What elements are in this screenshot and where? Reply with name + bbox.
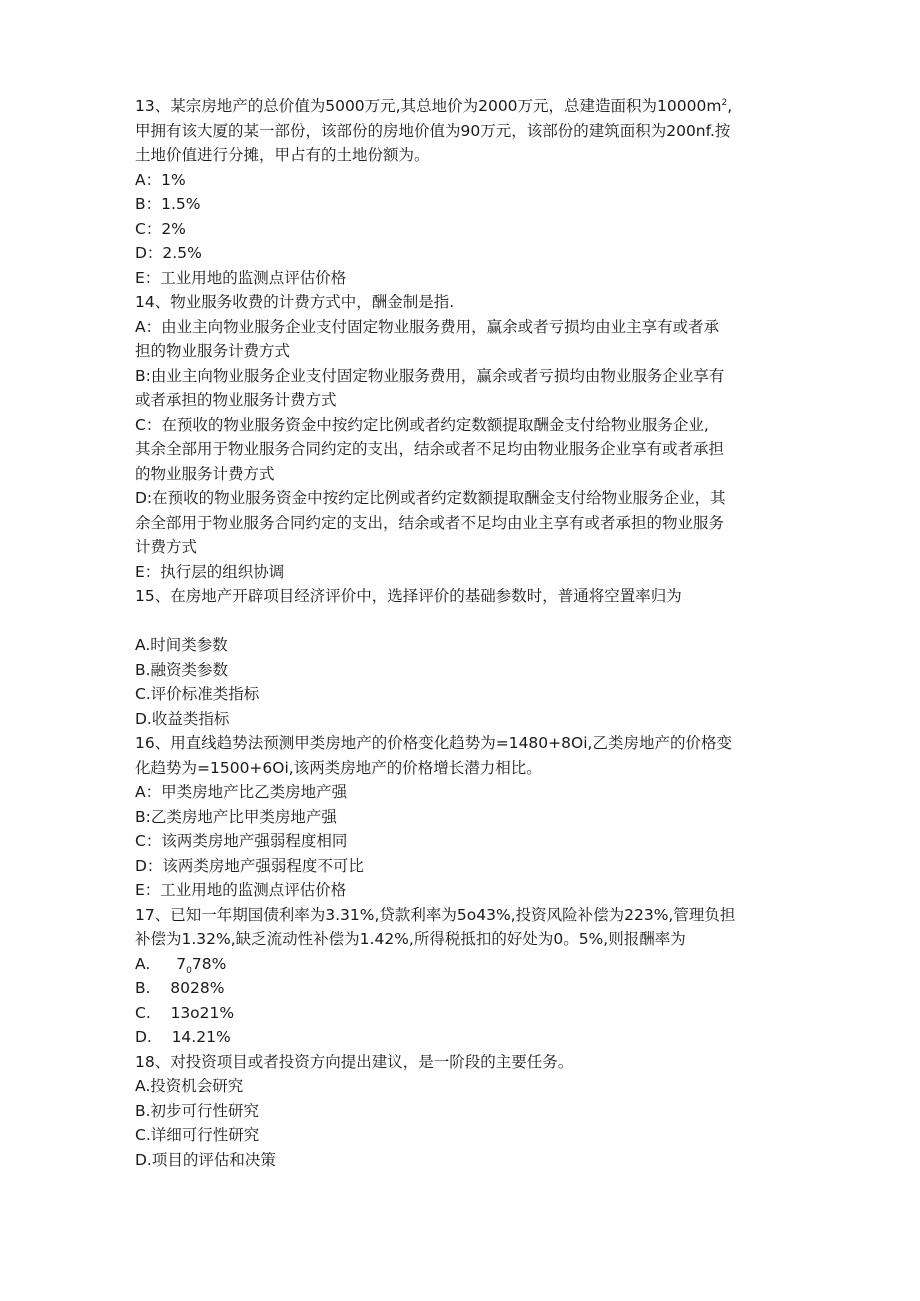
question-17-option-a [135, 952, 795, 977]
question-13-stem-line-1: 13、某宗房地产的总价值为5000万元,其总地价为2000万元，总建造面积为$10000m^2$, [135, 97, 733, 115]
question-13-stem-line-3: 土地价值进行分摊，甲占有的土地份额为。 [135, 146, 430, 164]
question-13-option-d: D：2.5% [135, 244, 202, 262]
question-16 [135, 731, 795, 903]
subscript: 0 [186, 965, 192, 976]
question-15 [135, 584, 795, 731]
document-content [135, 94, 795, 1172]
question-13-option-a: A：1% [135, 170, 186, 189]
question-14-option-e: E：执行层的组织协调 [135, 562, 285, 581]
question-17-stem-line-2: 补偿为1.32%,缺乏流动性补偿为1.42%,所得税抵扣的好处为0。5%,则报酬率为 [135, 930, 686, 948]
question-17 [135, 903, 795, 1050]
superscript: 2 [721, 97, 728, 108]
question-16-option-a: A：甲类房地产比乙类房地产强 [135, 783, 348, 801]
option-value-part: 7 [176, 954, 187, 973]
question-14-option-a-line-2: 担的物业服务计费方式 [135, 342, 291, 360]
question-14-option-d-line-2: 余全部用于物业服务合同约定的支出，结余或者不足均由业主享有或者承担的物业服务 [135, 513, 725, 532]
question-14-option-b-line-1: B:由业主向物业服务企业支付固定物业服务费用，赢余或者亏损均由物业服务企业享有 [135, 366, 725, 385]
question-14-option-d-line-3: 计费方式 [135, 538, 198, 556]
question-16-option-c: C：该两类房地产强弱程度相同 [135, 832, 348, 850]
option-value-part: 78% [191, 954, 227, 973]
question-13-option-c: C：2% [135, 219, 186, 238]
option-letter: A. [135, 954, 151, 973]
question-14 [135, 290, 795, 584]
question-15-option-b: B.融资类参数 [135, 660, 229, 679]
question-18-option-a: A.投资机会研究 [135, 1077, 244, 1095]
question-16-stem-line-1: 16、用直线趋势法预测甲类房地产的价格变化趋势为=1480+8Oi,乙类房地产的价格变 [135, 734, 732, 752]
question-18-option-d: D.项目的评估和决策 [135, 1150, 276, 1169]
question-14-option-c-line-2: 其余全部用于物业服务合同约定的支出，结余或者不足均由物业服务企业享有或者承担 [135, 440, 725, 458]
question-14-option-c-line-3: 的物业服务计费方式 [135, 464, 275, 483]
question-15-stem-line-1: 15、在房地产开辟项目经济评价中，选择评价的基础参数时，普通将空置率归为 [135, 587, 682, 605]
question-14-option-b-line-2: 或者承担的物业服务计费方式 [135, 391, 337, 409]
question-13-option-b: B：1.5% [135, 195, 201, 213]
question-15-option-a: A.时间类参数 [135, 636, 228, 654]
question-16-stem-line-2: 化趋势为=1500+6Oi,该两类房地产的价格增长潜力相比。 [135, 758, 542, 777]
question-17-stem-line-1: 17、已知一年期国债利率为3.31%,贷款利率为5o43%,投资风险补偿为223%,管理负担 [135, 905, 736, 924]
question-18-option-c: C.详细可行性研究 [135, 1126, 260, 1144]
question-13-option-e: E：工业用地的监测点评估价格 [135, 268, 347, 287]
question-14-option-a-line-1: A：由业主向物业服务企业支付固定物业服务费用，赢余或者亏损均由业主享有或者承 [135, 317, 720, 336]
question-18 [135, 1050, 795, 1173]
question-15-option-d: D.收益类指标 [135, 709, 230, 728]
question-15-option-c: C.评价标准类指标 [135, 685, 260, 703]
question-16-option-b: B:乙类房地产比甲类房地产强 [135, 807, 337, 826]
question-18-stem-line-1: 18、对投资项目或者投资方向提出建议，是一阶段的主要任务。 [135, 1052, 574, 1071]
blank-line [135, 609, 795, 634]
question-18-option-b: B.初步可行性研究 [135, 1101, 260, 1120]
question-14-option-d-line-1: D:在预收的物业服务资金中按约定比例或者约定数额提取酬金支付给物业服务企业，其 [135, 489, 726, 507]
question-13-stem-line-2: 甲拥有该大厦的某一部份，该部份的房地价值为90万元，该部份的建筑面积为200nf.按 [135, 121, 731, 140]
question-14-option-c-line-1: C：在预收的物业服务资金中按约定比例或者约定数额提取酬金支付给物业服务企业, [135, 415, 709, 434]
question-17-option-c: C. 13o21% [135, 1003, 235, 1022]
question-17-option-d: D. 14.21% [135, 1028, 231, 1046]
question-16-option-e: E：工业用地的监测点评估价格 [135, 881, 347, 899]
question-17-option-b: B. 8028% [135, 979, 225, 997]
question-13 [135, 94, 795, 290]
question-13-text: 13、某宗房地产的总价值为5000万元,其总地价为2000万元，总建造面积为10000m [135, 97, 722, 115]
question-16-option-d: D：该两类房地产强弱程度不可比 [135, 856, 364, 875]
question-14-stem-line-1: 14、物业服务收费的计费方式中，酬金制是指. [135, 293, 455, 311]
